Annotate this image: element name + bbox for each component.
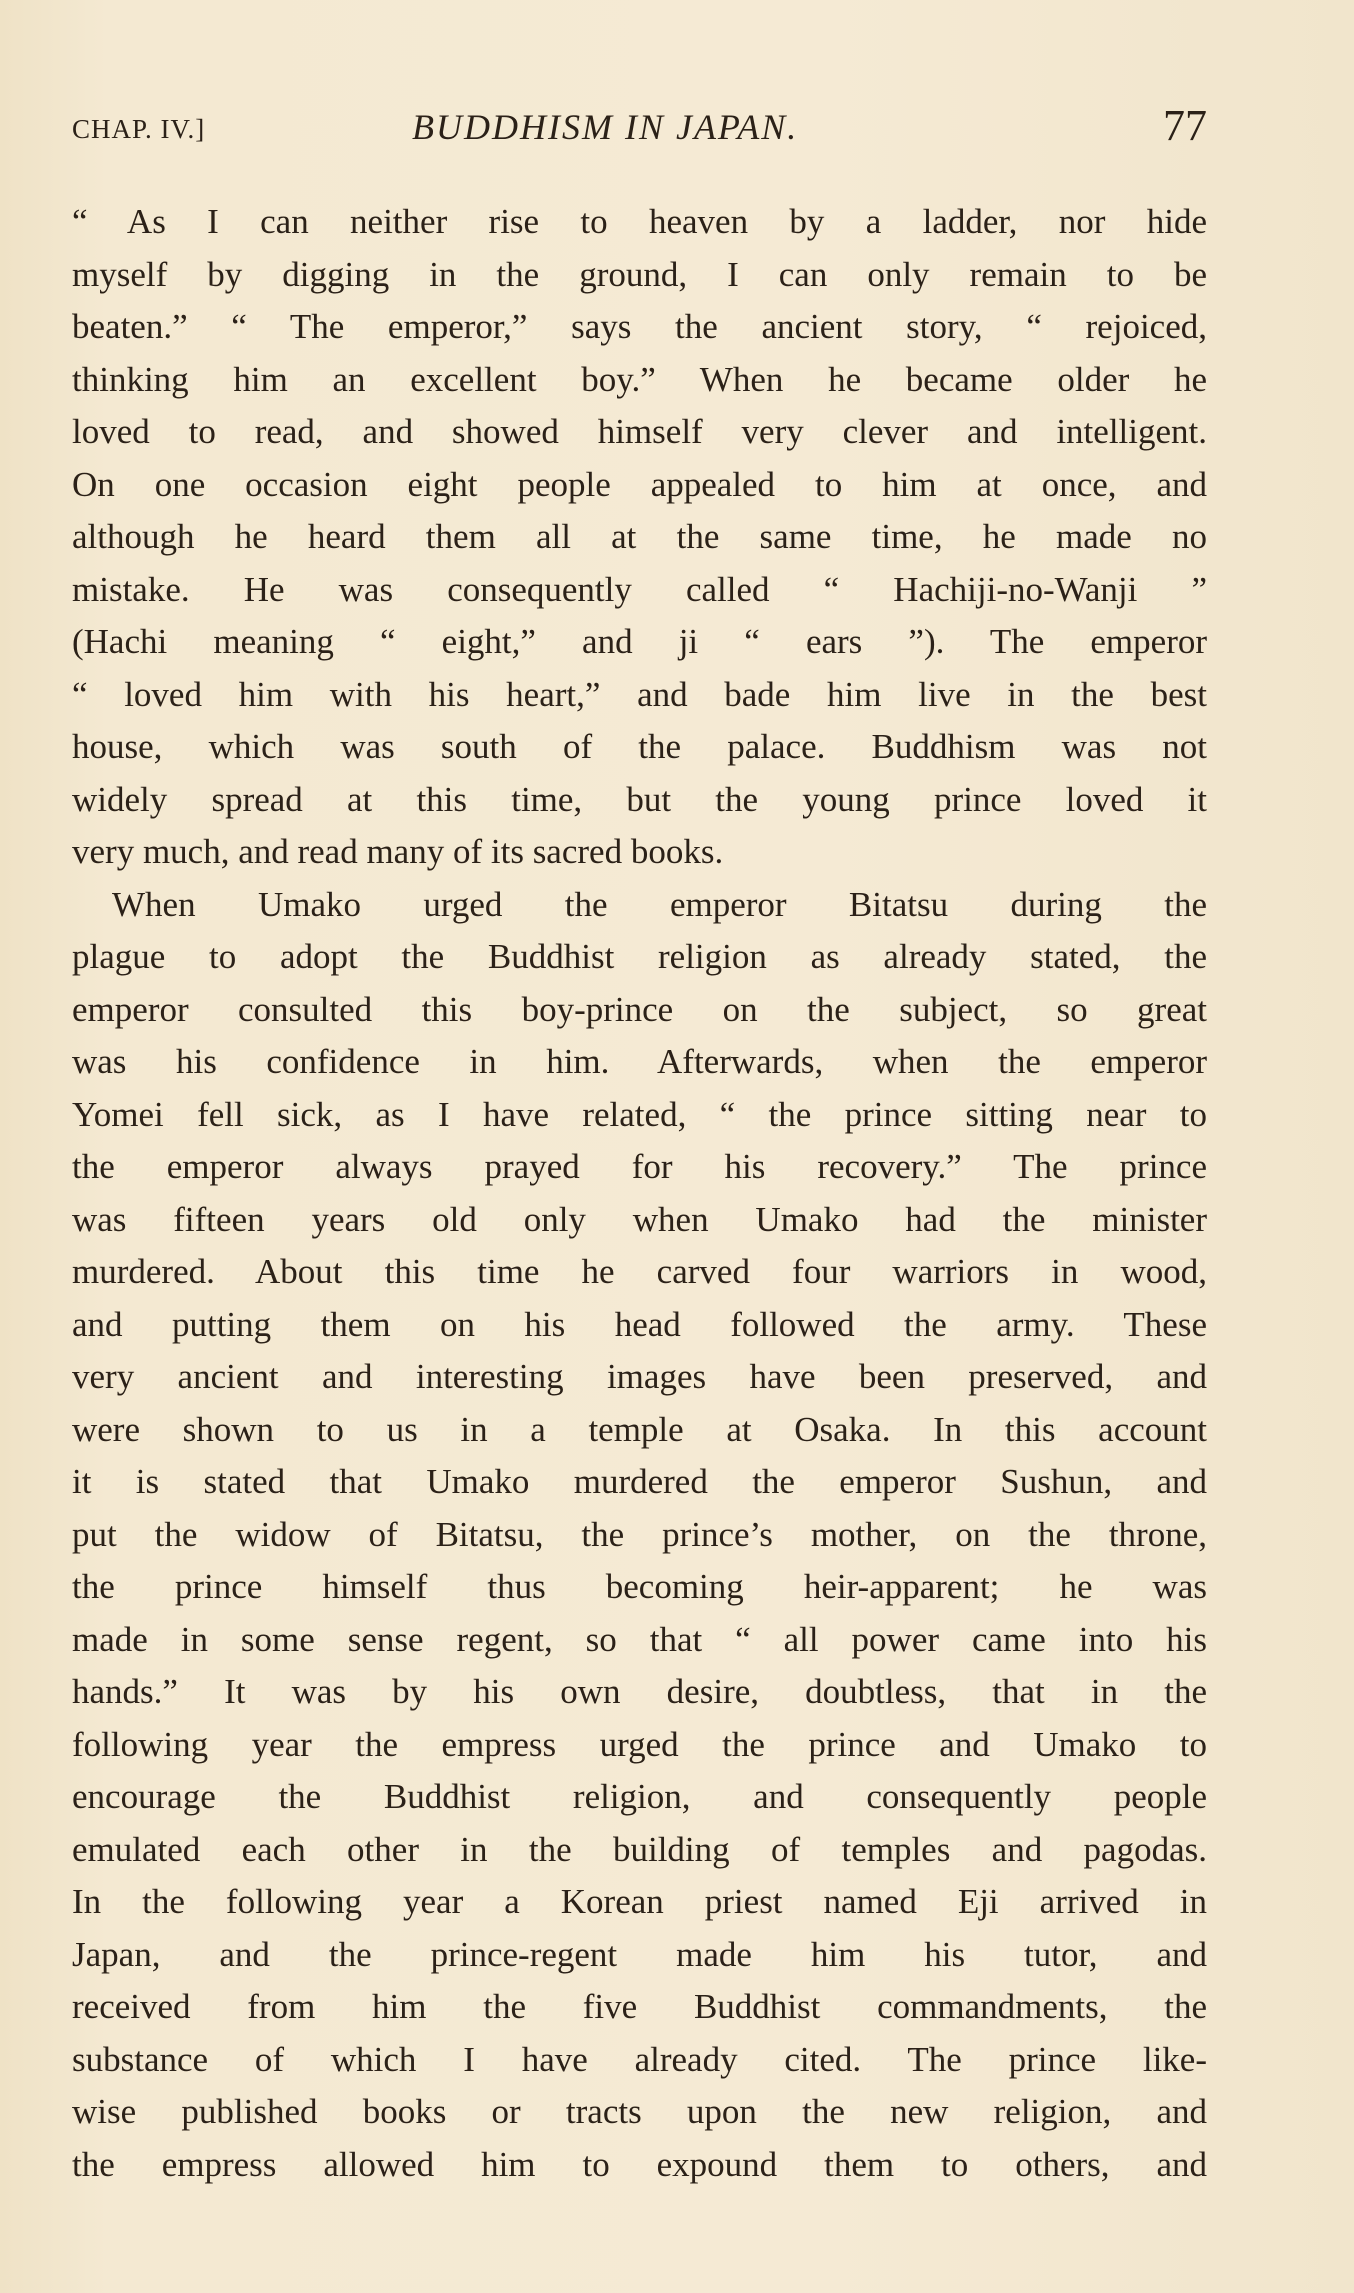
text-line: (Hachi meaning “ eight,” and ji “ ears ”). The emperor	[72, 622, 1207, 661]
text-line: hands.” It was by his own desire, doubtless, that in the	[72, 1672, 1207, 1711]
text-line: the empress allowed him to expound them to others, and	[72, 2144, 1207, 2184]
text-line-paragraph-end: very much, and read many of its sacred books.	[72, 832, 724, 871]
running-title: BUDDHISM IN JAPAN.	[412, 107, 799, 147]
text-line: emperor consulted this boy-prince on the subject, so great	[72, 989, 1207, 1029]
text-line: “ loved him with his heart,” and bade him live in the best	[72, 674, 1207, 714]
text-line: On one occasion eight people appealed to him at once, and	[72, 464, 1207, 504]
text-line: Japan, and the prince-regent made him his tutor, and	[72, 1934, 1207, 1974]
text-line: it is stated that Umako murdered the emperor Sushun, and	[72, 1462, 1207, 1501]
text-line: following year the empress urged the prince and Umako to	[72, 1724, 1207, 1764]
text-line: the prince himself thus becoming heir-apparent; he was	[72, 1567, 1207, 1606]
text-line: made in some sense regent, so that “ all power came into his	[72, 1619, 1207, 1659]
text-line: encourage the Buddhist religion, and consequently people	[72, 1777, 1207, 1816]
text-line: put the widow of Bitatsu, the prince’s mother, on the throne,	[72, 1514, 1207, 1554]
text-line: emulated each other in the building of temples and pagodas.	[72, 1829, 1207, 1869]
text-line: substance of which I have already cited. The prince like-	[72, 2039, 1207, 2079]
text-line: loved to read, and showed himself very clever and intelligent.	[72, 412, 1207, 451]
text-line: wise published books or tracts upon the new religion, and	[72, 2092, 1207, 2131]
text-line: “ As I can neither rise to heaven by a ladder, nor hide	[72, 202, 1207, 241]
text-line: although he heard them all at the same time, he made no	[72, 517, 1207, 556]
text-line: mistake. He was consequently called “ Hachiji-no-Wanji ”	[72, 569, 1207, 609]
running-header	[72, 100, 1207, 160]
text-line: beaten.” “ The emperor,” says the ancient story, “ rejoiced,	[72, 307, 1207, 346]
text-line: widely spread at this time, but the young prince loved it	[72, 779, 1207, 819]
text-line-paragraph-start: When Umako urged the emperor Bitatsu during the	[112, 884, 1207, 924]
text-line: very ancient and interesting images have been preserved, and	[72, 1357, 1207, 1396]
text-line: plague to adopt the Buddhist religion as already stated, the	[72, 937, 1207, 976]
body-text	[72, 196, 1207, 2191]
text-line: was fifteen years old only when Umako had the minister	[72, 1199, 1207, 1239]
text-line: myself by digging in the ground, I can only remain to be	[72, 254, 1207, 294]
text-line: received from him the five Buddhist commandments, the	[72, 1987, 1207, 2026]
chapter-label: CHAP. IV.]	[72, 114, 206, 144]
text-line: and putting them on his head followed the army. These	[72, 1304, 1207, 1344]
text-line: thinking him an excellent boy.” When he became older he	[72, 359, 1207, 399]
text-line: In the following year a Korean priest named Eji arrived in	[72, 1882, 1207, 1921]
text-line: were shown to us in a temple at Osaka. In this account	[72, 1409, 1207, 1449]
text-line: the emperor always prayed for his recovery.” The prince	[72, 1147, 1207, 1186]
page-number: 77	[1163, 101, 1207, 150]
text-line: Yomei fell sick, as I have related, “ the prince sitting near to	[72, 1094, 1207, 1134]
text-line: murdered. About this time he carved four warriors in wood,	[72, 1252, 1207, 1291]
text-line: was his confidence in him. Afterwards, when the emperor	[72, 1042, 1207, 1081]
text-line: house, which was south of the palace. Buddhism was not	[72, 727, 1207, 766]
